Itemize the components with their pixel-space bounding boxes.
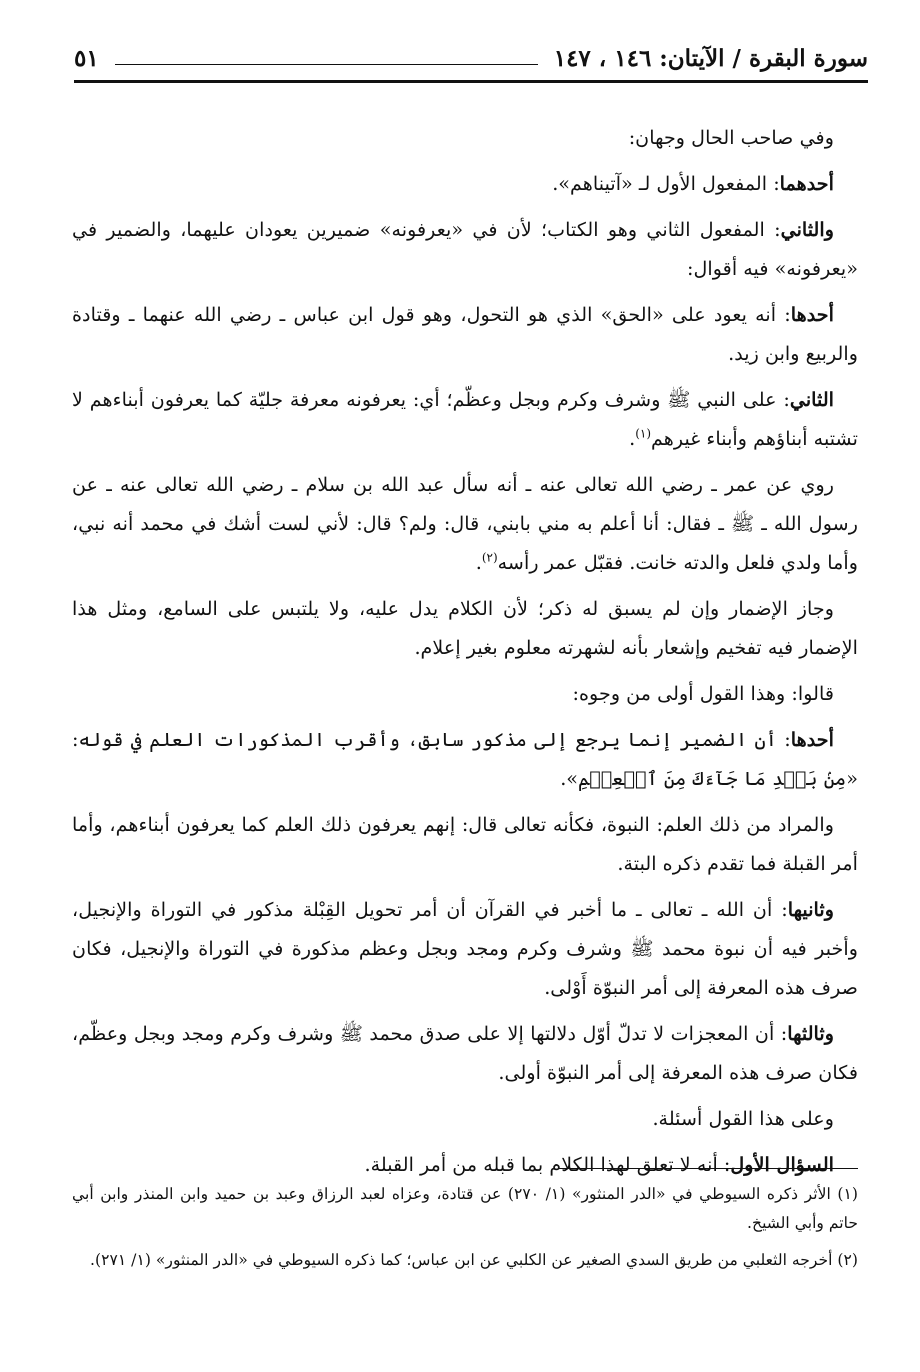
footnote-marker[interactable]: (١) bbox=[635, 426, 652, 441]
footnote: (١) الأثر ذكره السيوطي في «الدر المنثور» (١/ ٢٧٠) عن قتادة، وعزاه لعبد الرزاق وعبد بن حميد وابن المنذر وابن أبي حاتم وأبي الشيخ. bbox=[72, 1185, 858, 1232]
paragraph bbox=[72, 1014, 858, 1092]
paragraph-lead: أحدها bbox=[790, 728, 834, 751]
paragraph-end: . bbox=[475, 551, 482, 574]
paragraph-lead: أحدهما bbox=[779, 172, 834, 195]
paragraph bbox=[72, 805, 858, 883]
footnote-marker[interactable]: (٢) bbox=[481, 550, 498, 565]
paragraph-text: قالوا: وهذا القول أولى من وجوه: bbox=[572, 682, 834, 705]
running-title: سورة البقرة / الآيتان: ١٤٦ ، ١٤٧ bbox=[553, 44, 868, 72]
paragraph-lead: وثانيها bbox=[787, 898, 834, 921]
page-number: ٥١ bbox=[74, 44, 99, 72]
paragraph bbox=[72, 465, 858, 582]
paragraph bbox=[72, 295, 858, 373]
paragraph bbox=[72, 164, 858, 203]
paragraph-lead: الثاني bbox=[789, 388, 834, 411]
paragraph-text: وعلى هذا القول أسئلة. bbox=[652, 1107, 834, 1130]
paragraph-text: : المفعول الأول لـ «آتيناهم». bbox=[552, 172, 780, 195]
paragraph-text: وجاز الإضمار وإن لم يسبق له ذكر؛ لأن الكلام يدل عليه، ولا يلتبس على السامع، ومثل هذا الإضمار فيه تفخيم وإشعار بأنه لشهرته معلوم بغير إعلام. bbox=[72, 597, 858, 659]
main-text bbox=[72, 118, 858, 1191]
paragraph bbox=[72, 118, 858, 157]
footnote: (٢) أخرجه الثعلبي من طريق السدي الصغير عن الكلبي عن ابن عباس؛ كما ذكره السيوطي في «الدر المنثور» (١/ ٢٧١). bbox=[90, 1251, 858, 1269]
paragraph bbox=[72, 890, 858, 1007]
paragraph bbox=[72, 210, 858, 288]
paragraph bbox=[72, 1099, 858, 1138]
paragraph-text: : على النبي ﷺ وشرف وكرم وبجل وعظّم؛ أي: يعرفونه معرفة جليّة كما يعرفون أبناءهم لا تشتبه أبناؤهم وأبناء غيرهم bbox=[72, 388, 858, 450]
footnotes bbox=[72, 1180, 858, 1283]
paragraph bbox=[72, 380, 858, 458]
paragraph bbox=[72, 1145, 858, 1184]
paragraph-text: : أنه لا تعلق لهذا الكلام بما قبله من أمر القبلة. bbox=[364, 1153, 731, 1176]
paragraph bbox=[72, 674, 858, 713]
paragraph-text: : أنه يعود على «الحق» الذي هو التحول، وهو قول ابن عباس ـ رضي الله عنهما ـ وقتادة والربيع وابن زيد. bbox=[72, 303, 858, 365]
footnote-separator bbox=[558, 1168, 858, 1169]
paragraph-text: : أن المعجزات لا تدلّ أوّل دلالتها إلا على صدق محمد ﷺ وشرف وكرم ومجد وبجل وعظّم، فكان صرف هذه المعرفة إلى أمر النبوّة أولى. bbox=[72, 1022, 858, 1084]
paragraph-text: والمراد من ذلك العلم: النبوة، فكأنه تعالى قال: إنهم يعرفون ذلك العلم كما يعرفون أبناءهم، وأما أمر القبلة فما تقدم ذكره البتة. bbox=[72, 813, 858, 875]
paragraph-lead: وثالثها bbox=[787, 1022, 834, 1045]
paragraph-text: : المفعول الثاني وهو الكتاب؛ لأن في «يعرفونه» ضميرين يعودان عليهما، والضمير في «يعرفونه» فيه أقوال: bbox=[72, 218, 858, 280]
paragraph bbox=[72, 720, 858, 798]
paragraph-text: روي عن عمر ـ رضي الله تعالى عنه ـ أنه سأل عبد الله بن سلام ـ رضي الله تعالى عنه ـ عن رسول الله ـ ﷺ ـ فقال: أنا أعلم به مني بابني، قال: ولم؟ قال: لأني لست أشك في محمد أنه نبي، وأما ولدي فلعل والدته خانت. فقبّل عمر رأسه bbox=[72, 473, 858, 574]
paragraph-end: . bbox=[629, 427, 636, 450]
page-header bbox=[74, 36, 868, 83]
paragraph-text: : أن الله ـ تعالى ـ ما أخبر في القرآن أن أمر تحويل القِبْلة مذكور في التوراة والإنجيل، وأخبر فيه أن نبوة محمد ﷺ وشرف وكرم ومجد وبجل وعظم مذكورة في التوراة والإنجيل، فكان صرف هذه المعرفة إلى أمر النبوّة أَوْلى. bbox=[72, 898, 858, 999]
paragraph-lead: أحدها bbox=[790, 303, 834, 326]
header-rule bbox=[115, 64, 538, 65]
paragraph-text: : أن الضمير إنما يرجع إلى مذكور سابق، وأقرب المذكورات العلم في قوله: «مِنۢ بَعۡدِ مَا جَآءَكَ مِنَ ٱلۡعِلۡمِ». bbox=[72, 728, 858, 790]
paragraph-lead: السؤال الأول bbox=[730, 1153, 834, 1176]
paragraph bbox=[72, 589, 858, 667]
paragraph-lead: والثاني bbox=[780, 218, 834, 241]
paragraph-text: وفي صاحب الحال وجهان: bbox=[628, 126, 834, 149]
